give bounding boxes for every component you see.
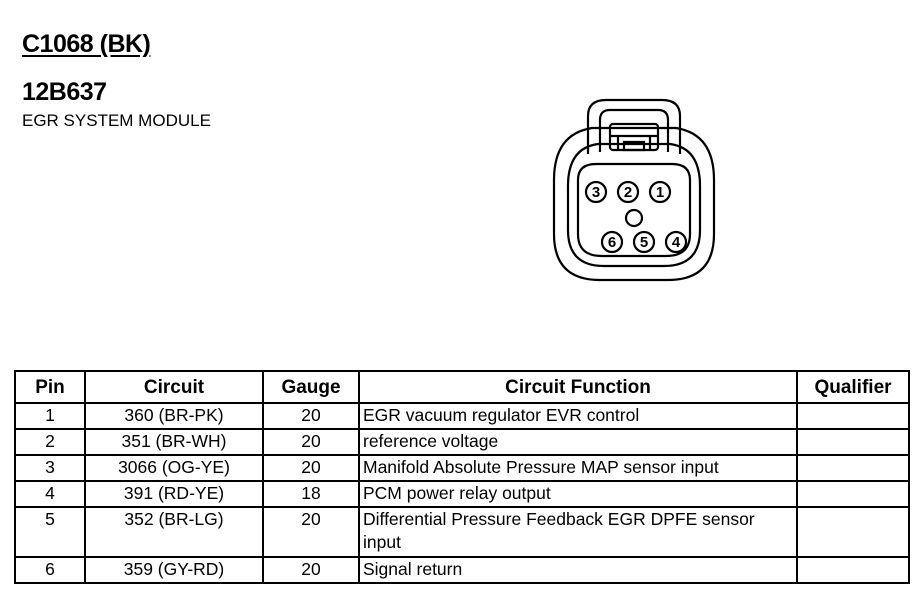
cell-pin: 6 — [15, 557, 85, 583]
pin-label-4: 4 — [671, 234, 681, 251]
cell-circuit: 360 (BR-PK) — [85, 403, 263, 429]
cell-function: Differential Pressure Feedback EGR DPFE sensor input — [359, 507, 797, 557]
cell-function: Manifold Absolute Pressure MAP sensor input — [359, 455, 797, 481]
cell-circuit: 352 (BR-LG) — [85, 507, 263, 557]
module-name: EGR SYSTEM MODULE — [22, 111, 211, 130]
cell-pin: 5 — [15, 507, 85, 557]
pin-label-2: 2 — [623, 184, 633, 201]
table-row — [15, 455, 909, 481]
cell-circuit: 351 (BR-WH) — [85, 429, 263, 455]
pin-label-1: 1 — [655, 184, 665, 201]
cell-pin: 2 — [15, 429, 85, 455]
cell-gauge: 20 — [263, 455, 359, 481]
cell-pin: 1 — [15, 403, 85, 429]
cell-gauge: 18 — [263, 481, 359, 507]
table-row — [15, 403, 909, 429]
connector-face-diagram — [548, 94, 720, 284]
cell-pin: 4 — [15, 481, 85, 507]
cell-qualifier — [797, 403, 909, 429]
pin-label-6: 6 — [607, 234, 617, 251]
column-header-qualifier: Qualifier — [797, 371, 909, 403]
cell-gauge: 20 — [263, 507, 359, 557]
cell-function: EGR vacuum regulator EVR control — [359, 403, 797, 429]
cell-circuit: 391 (RD-YE) — [85, 481, 263, 507]
cell-gauge: 20 — [263, 557, 359, 583]
cell-gauge: 20 — [263, 429, 359, 455]
cell-circuit: 359 (GY-RD) — [85, 557, 263, 583]
table-row — [15, 557, 909, 583]
cell-qualifier — [797, 557, 909, 583]
table-row — [15, 507, 909, 557]
cell-function: PCM power relay output — [359, 481, 797, 507]
cell-circuit: 3066 (OG-YE) — [85, 455, 263, 481]
table-row — [15, 429, 909, 455]
connector-id: C1068 (BK) — [22, 30, 151, 58]
part-number: 12B637 — [22, 78, 107, 106]
key-hole — [626, 210, 642, 226]
column-header-gauge: Gauge — [263, 371, 359, 403]
cell-qualifier — [797, 429, 909, 455]
connector-inner-shell — [568, 144, 700, 266]
cell-function: reference voltage — [359, 429, 797, 455]
column-header-circuit: Circuit — [85, 371, 263, 403]
cell-qualifier — [797, 507, 909, 557]
column-header-pin: Pin — [15, 371, 85, 403]
table-row — [15, 481, 909, 507]
column-header-circuit-function: Circuit Function — [359, 371, 797, 403]
cell-qualifier — [797, 481, 909, 507]
cell-qualifier — [797, 455, 909, 481]
pinout-table — [14, 370, 910, 584]
cell-pin: 3 — [15, 455, 85, 481]
cell-function: Signal return — [359, 557, 797, 583]
pin-label-3: 3 — [591, 184, 601, 201]
table-header-row — [15, 371, 909, 403]
cell-gauge: 20 — [263, 403, 359, 429]
pin-label-5: 5 — [639, 234, 649, 251]
